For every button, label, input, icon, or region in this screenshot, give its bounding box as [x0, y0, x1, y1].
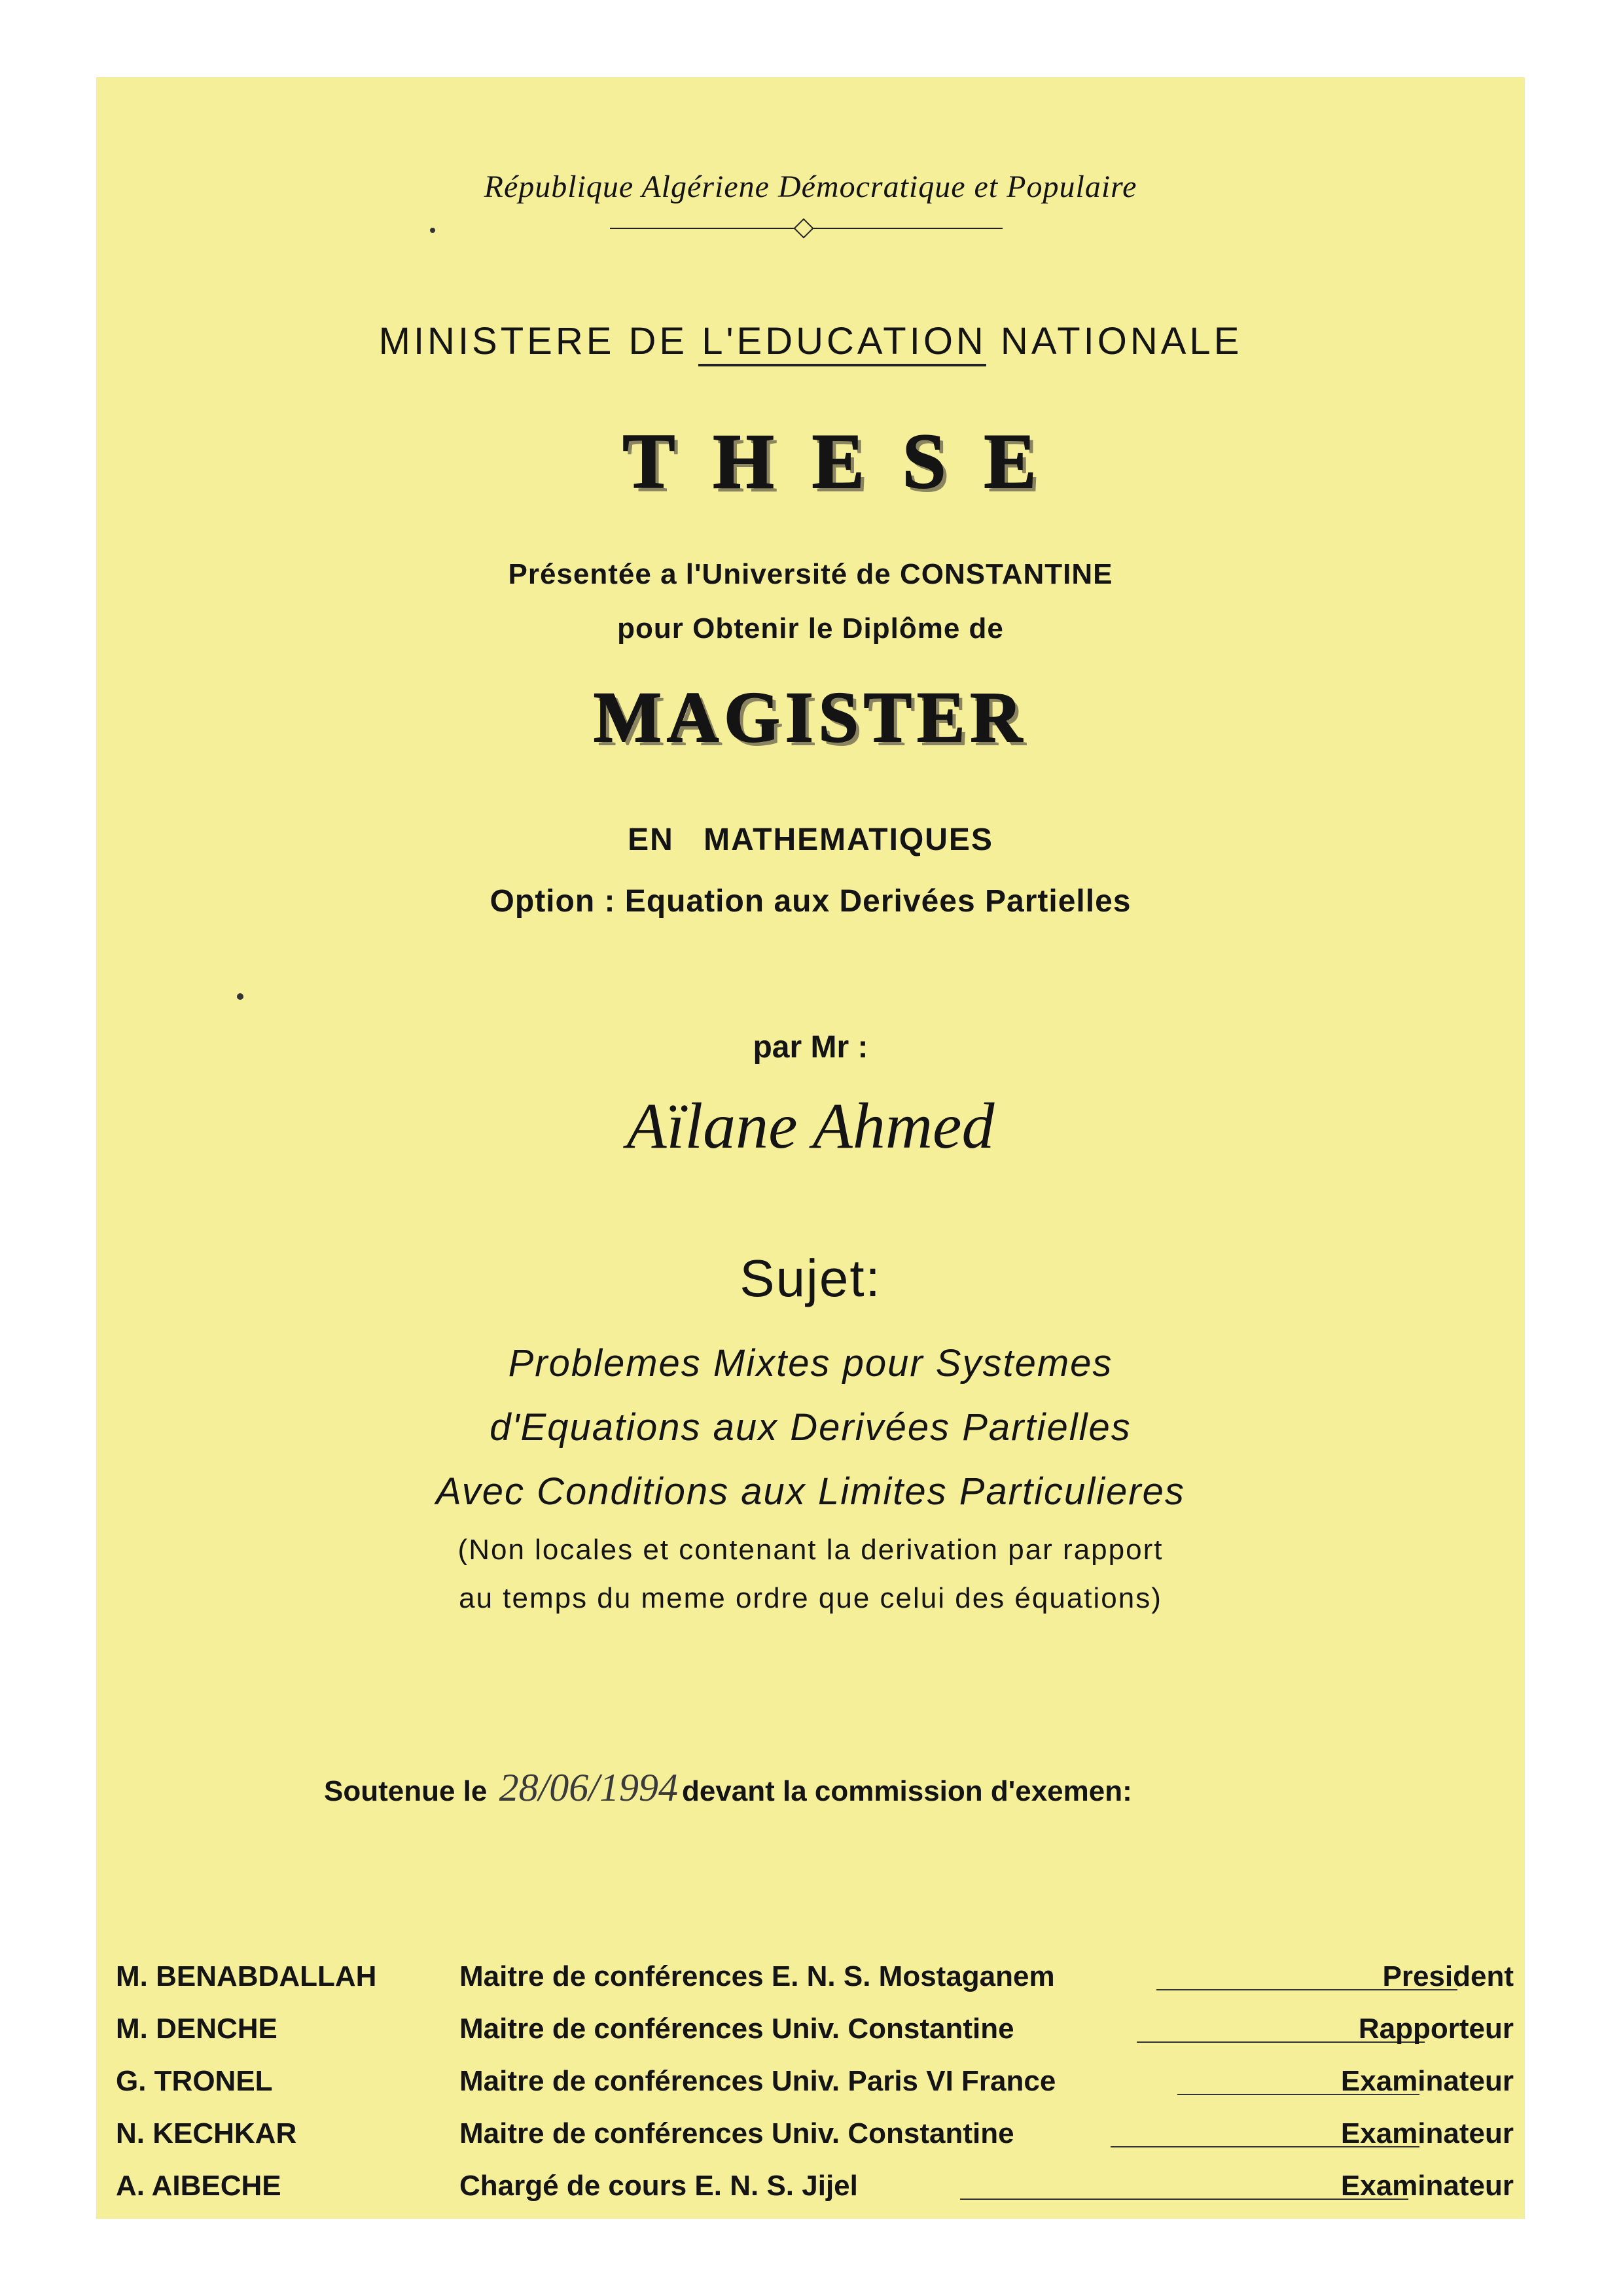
committee-row: [96, 2065, 1525, 2111]
member-institution: Chargé de cours E. N. S. Jijel: [459, 2170, 858, 2202]
member-institution: Maitre de conférences Univ. Paris VI France: [459, 2065, 1056, 2097]
defense-date: 28/06/1994: [499, 1766, 678, 1809]
committee-row: [96, 2170, 1525, 2216]
university-line: Présentée a l'Université de CONSTANTINE: [508, 558, 1113, 590]
member-name: N. KECHKAR: [116, 2117, 297, 2149]
member-name: M. BENABDALLAH: [116, 1960, 377, 1992]
committee-row: [96, 2117, 1525, 2163]
member-role: Examinateur: [1340, 2065, 1514, 2097]
committee-row: [96, 2013, 1525, 2058]
these-title: THESE: [622, 417, 1075, 504]
degree-title: MAGISTER: [594, 677, 1027, 757]
thesis-cover-page: [96, 77, 1525, 2219]
member-name: M. DENCHE: [116, 2013, 277, 2045]
member-role: Rapporteur: [1358, 2013, 1514, 2045]
subject-note-line: (Non locales et contenant la derivation par rapport: [457, 1534, 1164, 1566]
defense-prefix: Soutenue le: [324, 1775, 488, 1807]
republic-heading: République Algériene Démocratique et Populaire: [484, 169, 1137, 204]
subject-title-line: Avec Conditions aux Limites Particulieres: [436, 1470, 1185, 1513]
member-role: President: [1382, 1960, 1514, 1992]
committee-row: [96, 1960, 1525, 2006]
member-name: A. AIBECHE: [116, 2170, 281, 2202]
member-institution: Maitre de conférences E. N. S. Mostaganem: [459, 1960, 1055, 1992]
defense-line: [324, 1765, 1132, 1810]
defense-suffix: devant la commission d'exemen:: [681, 1775, 1132, 1807]
field-heading: EN MATHEMATIQUES: [628, 822, 993, 857]
subject-title-line: Problemes Mixtes pour Systemes: [508, 1342, 1113, 1385]
subject-title-line: d'Equations aux Derivées Partielles: [490, 1406, 1132, 1449]
subject-note-line: au temps du meme ordre que celui des équations): [459, 1582, 1162, 1614]
subject-label: Sujet:: [740, 1249, 882, 1307]
ministry-heading: MINISTERE DE L'EDUCATION NATIONALE: [378, 320, 1243, 362]
member-institution: Maitre de conférences Univ. Constantine: [459, 2013, 1014, 2045]
diploma-line: pour Obtenir le Diplôme de: [617, 612, 1004, 645]
option-heading: Option : Equation aux Derivées Partielles: [490, 884, 1132, 919]
author-name: Aïlane Ahmed: [626, 1089, 995, 1162]
member-role: Examinateur: [1340, 2117, 1514, 2149]
member-role: Examinateur: [1340, 2170, 1514, 2202]
ministry-underline: [698, 364, 986, 366]
member-name: G. TRONEL: [116, 2065, 273, 2097]
paper-speck: [237, 993, 243, 1000]
member-institution: Maitre de conférences Univ. Constantine: [459, 2117, 1014, 2149]
divider-diamond-ornament: [793, 218, 813, 238]
by-label: par Mr :: [753, 1030, 868, 1065]
paper-speck: [430, 228, 435, 233]
